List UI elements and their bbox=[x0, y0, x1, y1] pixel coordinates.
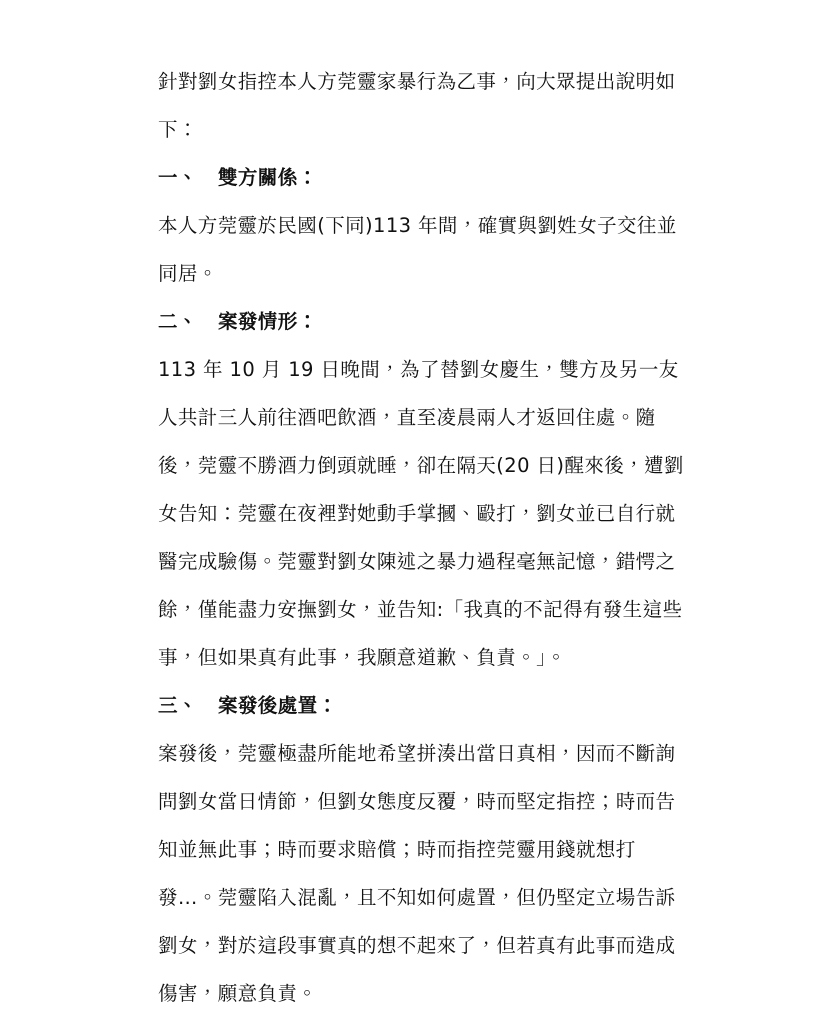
paragraph-section-1-body: 本人方莞靈於民國(下同)113 年間，確實與劉姓女子交往並同居。 bbox=[158, 214, 677, 285]
document-text-body bbox=[158, 58, 688, 1018]
section-heading-1 bbox=[158, 154, 688, 202]
section-heading-3 bbox=[158, 682, 688, 730]
section-number-3: 三、 bbox=[158, 694, 198, 717]
paragraph-section-2-body: 113 年 10 月 19 日晚間，為了替劉女慶生，雙方及另一友人共計三人前往酒吧飲酒，直至凌晨兩人才返回住處。隨後，莞靈不勝酒力倒頭就睡，卻在隔天(20 日)醒來後，遭劉女告知：莞靈在夜裡對她動手掌摑、毆打，劉女並已自行就醫完成驗傷。莞靈對劉女陳述之暴力過程毫無記憶，錯愕之餘，僅能盡力安撫劉女，並告知:「我真的不記得有發生這些事，但如果真有此事，我願意道歉、負責。」。 bbox=[158, 358, 684, 669]
section-title-3: 案發後處置： bbox=[218, 694, 338, 717]
section-title-1: 雙方關係： bbox=[218, 166, 318, 189]
paragraph-intro: 針對劉女指控本人方莞靈家暴行為乙事，向大眾提出說明如下： bbox=[158, 70, 676, 141]
section-number-1: 一、 bbox=[158, 166, 198, 189]
section-number-2: 二、 bbox=[158, 310, 198, 333]
paragraph-section-3-body: 案發後，莞靈極盡所能地希望拼湊出當日真相，因而不斷詢問劉女當日情節，但劉女態度反覆，時而堅定指控；時而告知並無此事；時而要求賠償；時而指控莞靈用錢就想打發…。莞靈陷入混亂，且不知如何處置，但仍堅定立場告訴劉女，對於這段事實真的想不起來了，但若真有此事而造成傷害，願意負責。 bbox=[158, 742, 676, 1005]
section-heading-2 bbox=[158, 298, 688, 346]
section-title-2: 案發情形： bbox=[218, 310, 318, 333]
